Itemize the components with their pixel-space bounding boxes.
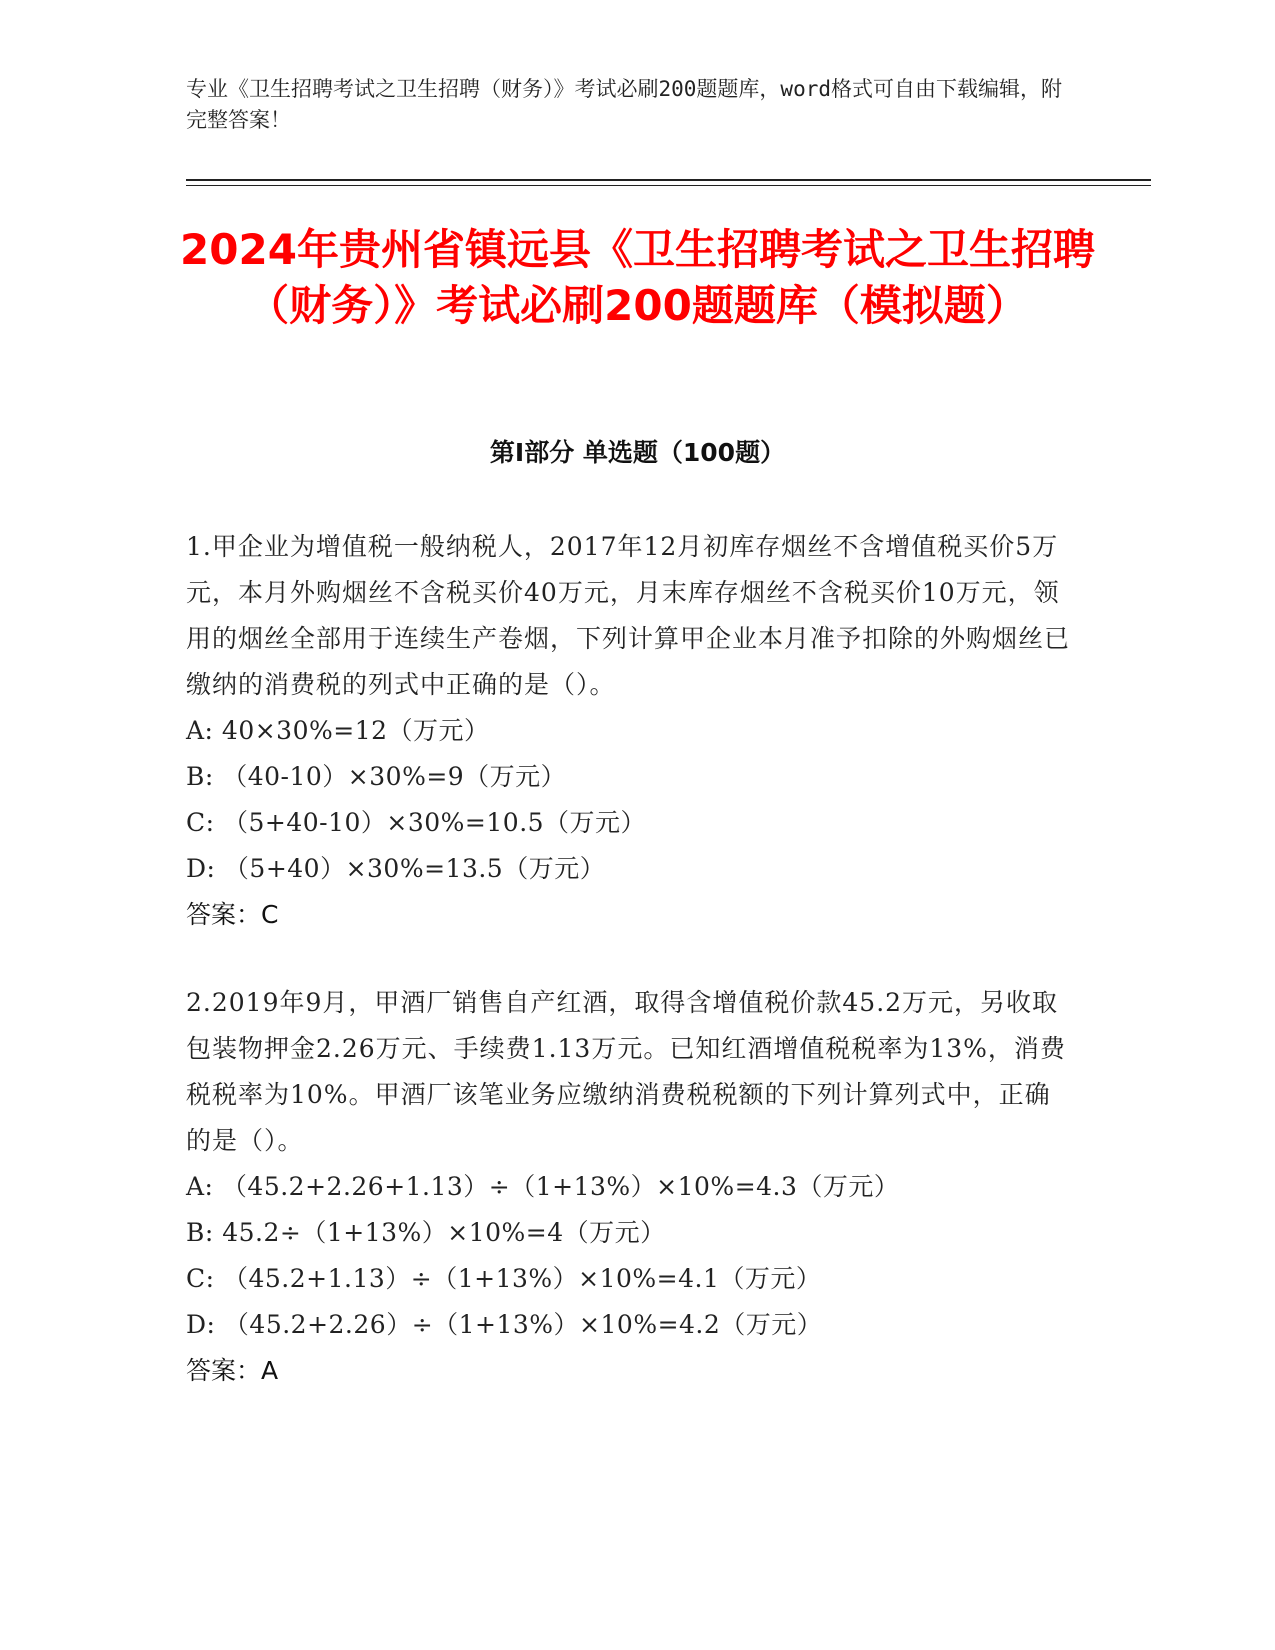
option-d: D: （45.2+2.26）÷（1+13%）×10%=4.2（万元） — [186, 1310, 823, 1339]
question-1 — [186, 524, 1076, 938]
option-b: B: 45.2÷（1+13%）×10%=4（万元） — [186, 1218, 666, 1247]
question-2 — [186, 980, 1076, 1394]
document-title: 2024年贵州省镇远县《卫生招聘考试之卫生招聘（财务）》考试必刷200题题库（模拟题） — [180, 225, 1095, 330]
option-d: D: （5+40）×30%=13.5（万元） — [186, 854, 606, 883]
header-rule-thin — [186, 185, 1151, 186]
option-list — [186, 708, 1076, 892]
question-stem: 1.甲企业为增值税一般纳税人，2017年12月初库存烟丝不含增值税买价5万元，本月外购烟丝不含税买价40万元，月末库存烟丝不含税买价10万元，领用的烟丝全部用于连续生产卷烟，下列计算甲企业本月准予扣除的外购烟丝已缴纳的消费税的列式中正确的是（）。 — [186, 532, 1071, 699]
header-rule-thick — [186, 179, 1151, 181]
answer: 答案：C — [186, 900, 279, 929]
option-c: C: （5+40-10）×30%=10.5（万元） — [186, 808, 647, 837]
option-c: C: （45.2+1.13）÷（1+13%）×10%=4.1（万元） — [186, 1264, 822, 1293]
answer: 答案：A — [186, 1356, 279, 1385]
option-b: B: （40-10）×30%=9（万元） — [186, 762, 567, 791]
option-a: A: 40×30%=12（万元） — [186, 716, 490, 745]
option-list — [186, 1164, 1076, 1348]
section-heading: 第I部分 单选题（100题） — [489, 438, 786, 467]
option-a: A: （45.2+2.26+1.13）÷（1+13%）×10%=4.3（万元） — [186, 1172, 900, 1201]
header-note: 专业《卫生招聘考试之卫生招聘（财务）》考试必刷200题题库，word格式可自由下载编辑，附完整答案！ — [186, 77, 1062, 132]
question-stem: 2.2019年9月，甲酒厂销售自产红酒，取得含增值税价款45.2万元，另收取包装物押金2.26万元、手续费1.13万元。已知红酒增值税税率为13%，消费税税率为10%。甲酒厂该笔业务应缴纳消费税税额的下列计算列式中，正确的是（）。 — [186, 988, 1066, 1155]
